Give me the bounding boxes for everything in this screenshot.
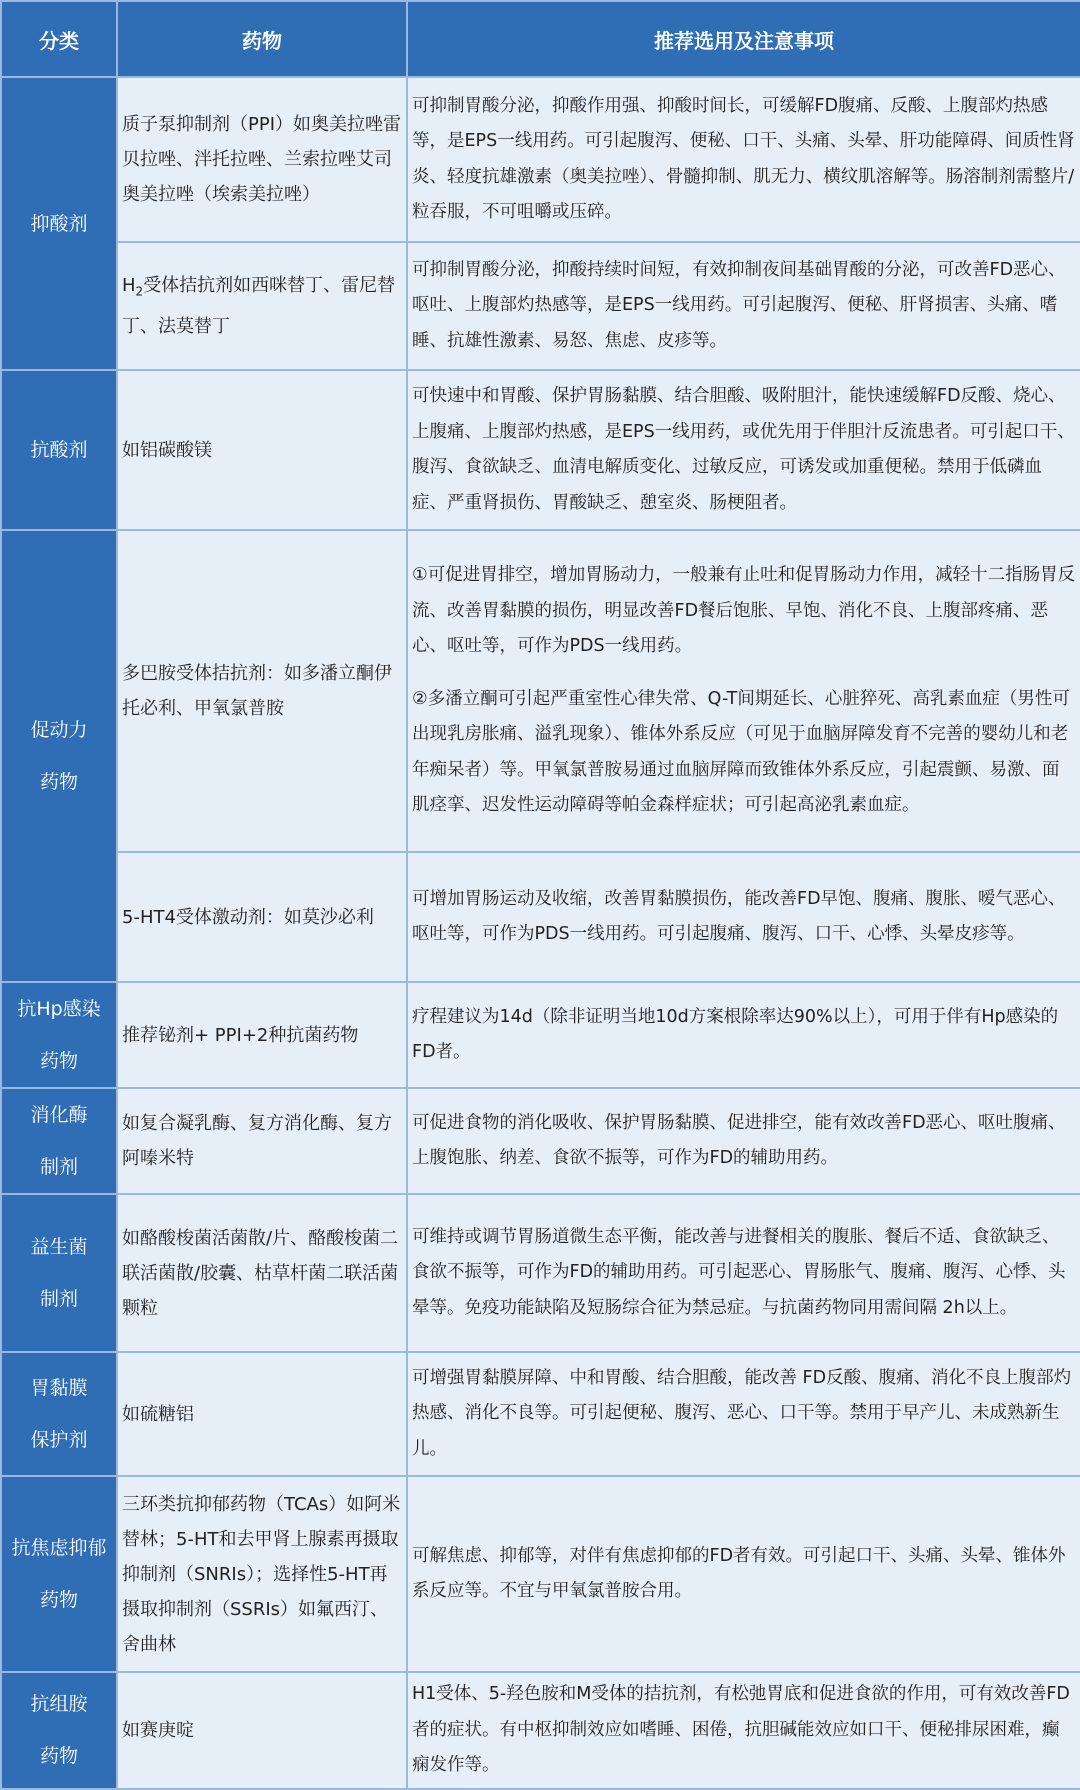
- note-cell: 可增强胃黏膜屏障、中和胃酸、结合胆酸，能改善 FD反酸、腹痛、消化不良上腹部灼热感、消化不良等。可引起便秘、腹泻、恶心、口干等。禁用于早产儿、未成熟新生儿。: [407, 1352, 1080, 1476]
- note-cell: 可抑制胃酸分泌，抑酸持续时间短，有效抑制夜间基础胃酸的分泌，可改善FD恶心、呕吐、上腹部灼热感等，是EPS一线用药。可引起腹泻、便秘、肝肾损害、头痛、嗜睡、抗雄性激素、易怒、焦虑、皮疹等。: [407, 242, 1080, 370]
- table-row: [1, 852, 1080, 982]
- drug-cell: 如赛庚啶: [117, 1672, 407, 1789]
- drug-cell: 多巴胺受体拮抗剂：如多潘立酮伊托必利、甲氧氯普胺: [117, 530, 407, 852]
- note-cell: 可维持或调节胃肠道微生态平衡，能改善与进餐相关的腹胀、餐后不适、食欲缺乏、食欲不振等，可作为FD的辅助用药。可引起恶心、胃肠胀气、腹痛、腹泻、心悸、头晕等。免疫功能缺陷及短肠综合征为禁忌症。与抗菌药物同用需间隔 2h以上。: [407, 1194, 1080, 1352]
- table-row: [1, 1352, 1080, 1476]
- drug-cell: 如酪酸梭菌活菌散/片、酪酸梭菌二联活菌散/胶囊、枯草杆菌二联活菌颗粒: [117, 1194, 407, 1352]
- note-cell: 疗程建议为14d（除非证明当地10d方案根除率达90%以上），可用于伴有Hp感染的FD者。: [407, 982, 1080, 1088]
- category-cell: 益生菌 制剂: [1, 1194, 117, 1352]
- table-row: [1, 242, 1080, 370]
- category-cell: 消化酶 制剂: [1, 1088, 117, 1194]
- category-cell: 抗焦虑抑郁 药物: [1, 1476, 117, 1672]
- header-drug: 药物: [117, 1, 407, 77]
- category-cell: 抗酸剂: [1, 370, 117, 530]
- header-category: 分类: [1, 1, 117, 77]
- note-cell: [407, 530, 1080, 852]
- note-cell: 可促进食物的消化吸收、保护胃肠黏膜、促进排空，能有效改善FD恶心、呕吐腹痛、上腹饱胀、纳差、食欲不振等，可作为FD的辅助用药。: [407, 1088, 1080, 1194]
- drug-prefix: H: [122, 274, 136, 296]
- drug-cell: 质子泵抑制剂（PPI）如奥美拉唑雷贝拉唑、泮托拉唑、兰索拉唑艾司奥美拉唑（埃索美拉唑）: [117, 77, 407, 242]
- drug-cell: 如复合凝乳酶、复方消化酶、复方阿嗪米特: [117, 1088, 407, 1194]
- drug-rest: 受体拮抗剂如西咪替丁、雷尼替丁、法莫替丁: [122, 274, 396, 338]
- category-cell: 抗组胺 药物: [1, 1672, 117, 1789]
- note-paragraph: ①可促进胃排空，增加胃肠动力，一般兼有止吐和促胃肠动力作用，减轻十二指肠胃反流、改善胃黏膜的损伤，明显改善FD餐后饱胀、早饱、消化不良、上腹部疼痛、恶心、呕吐等，可作为PDS一线用药。: [412, 565, 1076, 657]
- table-row: [1, 1194, 1080, 1352]
- table-row: [1, 982, 1080, 1088]
- drug-cell: 推荐铋剂+ PPI+2种抗菌药物: [117, 982, 407, 1088]
- drug-cell: [117, 242, 407, 370]
- drug-cell: 三环类抗抑郁药物（TCAs）如阿米替林；5-HT和去甲肾上腺素再摄取抑制剂（SNRIs）；选择性5-HT再摄取抑制剂（SSRIs）如氟西汀、舍曲林: [117, 1476, 407, 1672]
- table-row: [1, 530, 1080, 852]
- note-cell: 可抑制胃酸分泌，抑酸作用强、抑酸时间长，可缓解FD腹痛、反酸、上腹部灼热感等，是EPS一线用药。可引起腹泻、便秘、口干、头痛、头晕、肝功能障碍、间质性肾炎、轻度抗雄激素（奥美拉唑）、骨髓抑制、肌无力、横纹肌溶解等。肠溶制剂需整片/粒吞服，不可咀嚼或压碎。: [407, 77, 1080, 242]
- category-cell: 促动力 药物: [1, 530, 117, 982]
- table-row: [1, 77, 1080, 242]
- table-row: [1, 1672, 1080, 1789]
- table-row: [1, 1088, 1080, 1194]
- table-row: [1, 1476, 1080, 1672]
- note-cell: 可解焦虑、抑郁等，对伴有焦虑抑郁的FD者有效。可引起口干、头痛、头晕、锥体外系反应等。不宜与甲氧氯普胺合用。: [407, 1476, 1080, 1672]
- category-cell: 抑酸剂: [1, 77, 117, 370]
- table-row: [1, 370, 1080, 530]
- header-notes: 推荐选用及注意事项: [407, 1, 1080, 77]
- note-cell: H1受体、5-羟色胺和M受体的拮抗剂，有松弛胃底和促进食欲的作用，可有效改善FD者的症状。有中枢抑制效应如嗜睡、困倦，抗胆碱能效应如口干、便秘排尿困难，癫痫发作等。: [407, 1672, 1080, 1789]
- note-cell: 可快速中和胃酸、保护胃肠黏膜、结合胆酸、吸附胆汁，能快速缓解FD反酸、烧心、上腹痛、上腹部灼热感，是EPS一线用药，或优先用于伴胆汁反流患者。可引起口干、腹泻、食欲缺乏、血清电解质变化、过敏反应，可诱发或加重便秘。禁用于低磷血症、严重肾损伤、胃酸缺乏、憩室炎、肠梗阻者。: [407, 370, 1080, 530]
- drug-cell: 5-HT4受体激动剂：如莫沙必利: [117, 852, 407, 982]
- drug-subscript: 2: [135, 284, 144, 299]
- category-cell: 胃黏膜 保护剂: [1, 1352, 117, 1476]
- note-paragraph: ②多潘立酮可引起严重室性心律失常、Q-T间期延长、心脏猝死、高乳素血症（男性可出现乳房胀痛、溢乳现象）、锥体外系反应（可见于血脑屏障发育不完善的婴幼儿和老年痴呆者）等。甲氧氯普胺易通过血脑屏障而致锥体外系反应，引起震颤、易激、面肌痉挛、迟发性运动障碍等帕金森样症状；可引起高泌乳素血症。: [412, 688, 1070, 816]
- note-cell: 可增加胃肠运动及收缩，改善胃黏膜损伤，能改善FD早饱、腹痛、腹胀、嗳气恶心、呕吐等，可作为PDS一线用药。可引起腹痛、腹泻、口干、心悸、头晕皮疹等。: [407, 852, 1080, 982]
- category-cell: 抗Hp感染 药物: [1, 982, 117, 1088]
- drug-cell: 如硫糖铝: [117, 1352, 407, 1476]
- drug-cell: 如铝碳酸镁: [117, 370, 407, 530]
- header-row: [1, 1, 1080, 77]
